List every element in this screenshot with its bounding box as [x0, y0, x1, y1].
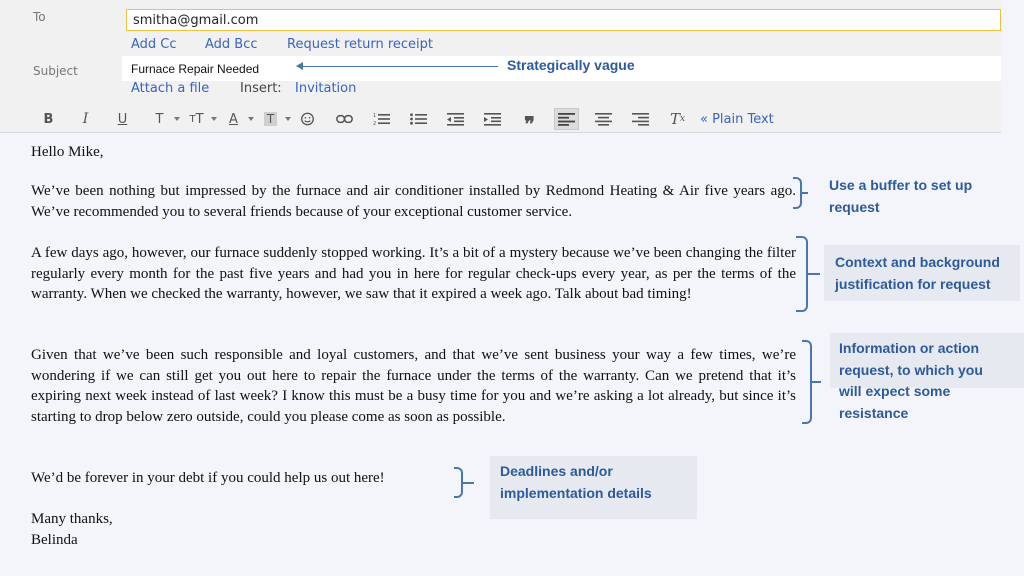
align-left-icon[interactable]	[554, 108, 579, 130]
email-closing: Many thanks,	[31, 511, 113, 527]
text-color-icon[interactable]	[221, 108, 246, 130]
info-annotation-line-1: Information or action	[839, 340, 979, 356]
add-bcc-link[interactable]: Add Bcc	[205, 37, 258, 52]
buffer-annotation	[829, 175, 972, 218]
plain-text-link[interactable]: « Plain Text	[700, 111, 774, 127]
info-annotation-line-4: resistance	[839, 404, 909, 421]
info-annotation	[839, 338, 983, 424]
context-annotation-line-2: justification for request	[835, 275, 991, 292]
subject-label: Subject	[33, 64, 78, 78]
email-greeting: Hello Mike,	[31, 144, 104, 160]
bg-color-glyph: T	[264, 112, 277, 126]
bulleted-list-icon[interactable]	[406, 108, 431, 130]
context-annotation	[835, 252, 1000, 295]
font-size-caret-icon	[211, 117, 217, 121]
bold-icon[interactable]: B	[43, 111, 54, 127]
font-size-icon[interactable]	[184, 108, 209, 130]
numbered-list-icon[interactable]	[369, 108, 394, 130]
insert-label: Insert:	[240, 81, 282, 96]
italic-icon[interactable]: I	[82, 111, 89, 127]
remove-formatting-icon[interactable]: T x	[669, 110, 686, 128]
deadline-bracket-tick	[462, 482, 474, 484]
buffer-bracket-tick	[801, 192, 808, 194]
deadline-annotation-line-2: implementation details	[500, 484, 652, 501]
info-annotation-line-3: will expect some	[839, 383, 951, 399]
context-annotation-line-1: Context and background	[835, 254, 1000, 270]
email-paragraph-context: A few days ago, however, our furnace suddenly stopped working. It’s a bit of a mystery because we’ve been changing the filter regularly every month for the past five years and had you in here for regular check-ups every year, as per the terms of the warranty. When we checked the warranty, however, we saw that it expired a week ago. Talk about bad timing!	[31, 245, 796, 303]
add-cc-link[interactable]: Add Cc	[131, 37, 177, 52]
align-right-icon[interactable]	[628, 108, 653, 130]
deadline-annotation-line-1: Deadlines and/or	[500, 463, 613, 479]
emoji-icon[interactable]	[295, 108, 320, 130]
to-field[interactable]: smitha@gmail.com	[126, 9, 1001, 31]
subject-annotation: Strategically vague	[507, 57, 635, 73]
link-icon[interactable]	[332, 108, 357, 130]
email-paragraph-request: Given that we’ve been such responsible and loyal customers, and that we’ve sent business your way a few times, we’re wondering if we can still get you out here to repair the furnace under the terms of the warranty. Can we pretend that it’s expiring next week instead of last week? I know this must be a busy time for you and we’re asking a lot already, but since it’s starting to drop below zero outside, could you please come as soon as possible.	[31, 347, 796, 425]
info-bracket-tick	[811, 381, 821, 383]
email-signature: Belinda	[31, 532, 78, 548]
attach-file-link[interactable]: Attach a file	[131, 81, 210, 96]
buffer-annotation-line-2: request	[829, 198, 880, 215]
email-paragraph-buffer: We’ve been nothing but impressed by the furnace and air conditioner installed by Redmond Heating & Air five years ago. We’ve recommended you to several friends because of your exceptional customer service.	[31, 183, 796, 220]
quote-icon[interactable]: ❞	[524, 111, 535, 136]
font-size-small-glyph: T	[189, 113, 196, 125]
email-paragraph-deadline: We’d be forever in your debt if you could help us out here!	[31, 470, 385, 486]
deadline-annotation	[500, 461, 652, 504]
font-caret-icon	[174, 117, 180, 121]
context-bracket-tick	[807, 273, 820, 275]
svg-text:2: 2	[373, 121, 377, 126]
text-color-glyph: A	[229, 111, 238, 127]
indent-more-icon[interactable]	[480, 108, 505, 130]
remove-formatting-x: x	[679, 114, 686, 124]
font-glyph: T	[155, 111, 164, 127]
subject-field[interactable]: Furnace Repair Needed	[122, 56, 1001, 81]
formatting-toolbar	[36, 108, 774, 136]
font-icon[interactable]	[147, 108, 172, 130]
invitation-link[interactable]: Invitation	[295, 81, 357, 96]
compose-header	[0, 0, 1001, 136]
font-size-glyph: T	[195, 111, 204, 127]
to-label: To	[33, 10, 46, 24]
bg-color-caret-icon	[285, 117, 291, 121]
subject-arrow-line	[302, 66, 498, 67]
background-color-icon[interactable]	[258, 108, 283, 130]
indent-less-icon[interactable]	[443, 108, 468, 130]
underline-icon[interactable]: U	[117, 111, 128, 127]
svg-text:1: 1	[373, 113, 377, 119]
align-center-icon[interactable]	[591, 108, 616, 130]
text-color-caret-icon	[248, 117, 254, 121]
request-receipt-link[interactable]: Request return receipt	[287, 37, 433, 52]
info-annotation-line-2: request, to which you	[839, 361, 983, 378]
buffer-annotation-line-1: Use a buffer to set up	[829, 177, 973, 193]
